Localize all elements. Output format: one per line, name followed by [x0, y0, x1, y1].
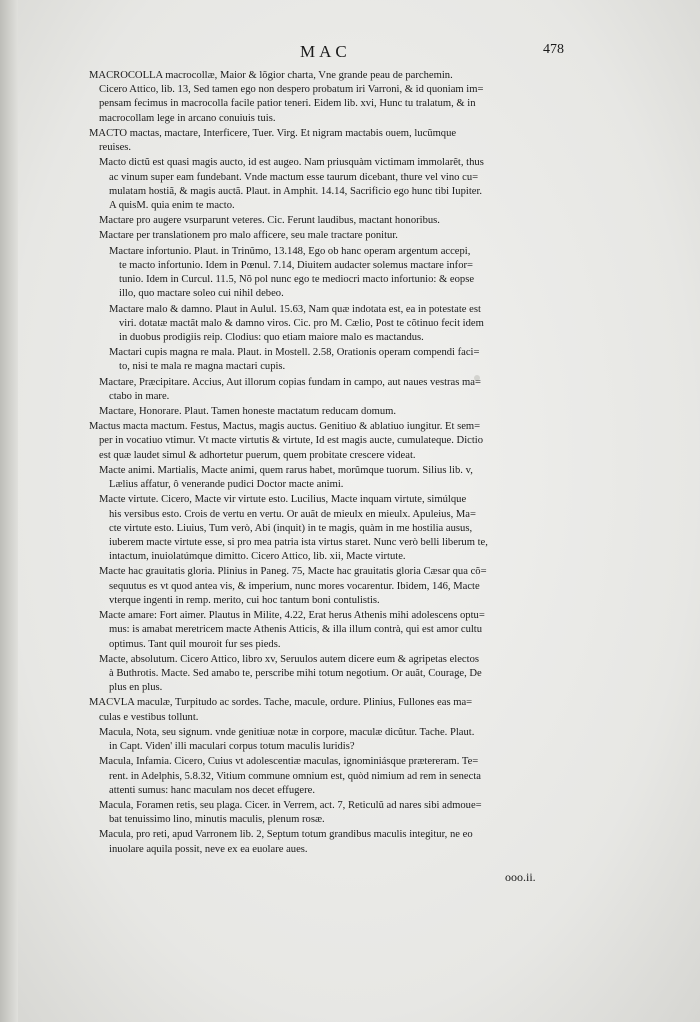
entry-line: pensam fecimus in macrocolla facile patior teneri. Eidem lib. xvi, Hunc tu tralatum, & in	[99, 98, 476, 110]
entry-line: Macte hac grauitatis gloria. Plinius in Paneg. 75, Macte hac grauitatis gloria Cæsar qua cõ=	[99, 566, 487, 578]
entry-line: macrocollam lege in arcano conuiuis tuis.	[99, 112, 276, 124]
dictionary-entry	[89, 726, 599, 754]
entry-line: Macula, Nota, seu signum. vnde genitiuæ notæ in corpore, maculæ dicũtur. Tache. Plaut.	[99, 726, 475, 738]
entry-line: intactum, inuiolatúmque dimitto. Cicero Attico, lib. xii, Macte virtute.	[109, 551, 406, 563]
dictionary-entry	[89, 696, 599, 724]
entry-line: Macula, pro reti, apud Varronem lib. 2, Septum totum grandibus maculis integitur, ne eo	[99, 829, 473, 841]
entry-line: ctabo in mare.	[109, 390, 170, 402]
entry-line: Lælius affatur, ô venerande pudici Doctor macte animi.	[109, 479, 344, 491]
entry-line: tunio. Idem in Curcul. 11.5, Nõ pol nunc ego te mediocri macto infortunio: & eopse	[119, 274, 475, 286]
entry-line: Macte, absolutum. Cicero Attico, libro xv, Seruulos autem dicere eum & agripetas electos	[99, 653, 479, 665]
dictionary-entry	[89, 653, 599, 696]
entry-line: in duobus prodigiis reip. Clodius: quo etiam maiore malo es mactandus.	[119, 331, 424, 343]
dictionary-entry	[89, 828, 599, 856]
entry-line: Macte animi. Martialis, Macte animi, quem rarus habet, morũmque tuorum. Silius lib. v,	[99, 464, 473, 476]
entry-line: mulatam hostiã, & magis auctã. Plaut. in Amphit. 14.14, Sacrificio ego hunc tibi Iupiter.	[109, 185, 483, 197]
entry-line: Mactus macta mactum. Festus, Mactus, magis auctus. Genitiuo & ablatiuo iungitur. Et sem=	[89, 421, 481, 433]
dictionary-entry	[89, 229, 599, 243]
signature-mark: ooo.ii.	[505, 870, 536, 884]
page-number: 478	[543, 42, 564, 57]
entry-line: te macto infortunio. Idem in Pœnul. 7.14, Diuitem audacter solemus mactare infor=	[119, 259, 474, 271]
entry-line: his versibus esto. Crois de vertu en vertu. Or auãt de mieulx en mieulx. Apuleius, Ma=	[109, 508, 476, 520]
entry-line: per in vocatiuo vtimur. Vt macte virtutis & virtute, Id est magis aucte, cumulateque. Dictio	[99, 435, 484, 447]
dictionary-entry	[89, 303, 599, 346]
entry-line: to, nisi te mala re magna mactari cupis.	[119, 361, 286, 373]
entry-line: cte virtute esto. Liuius, Tum verò, Abi (inquit) in te magis, quàm in me hostilia ausus,	[109, 522, 473, 534]
entry-line: Macula, Infamia. Cicero, Cuius vt adolescentiæ maculas, ignominiásque prætereram. Te=	[99, 756, 479, 768]
entry-line: à Buthrotis. Macte. Sed amabo te, perscribe mihi totum negotium. Or auãt, Courage, De	[109, 667, 482, 679]
entry-line: viri. dotatæ mactãt malo & damno viros. Cic. pro M. Cælio, Post te cõtinuo fecit idem	[119, 317, 484, 329]
entry-line: A quisM. quia enim te macto.	[109, 199, 235, 211]
dictionary-entry	[89, 799, 599, 827]
dictionary-entry	[89, 376, 599, 404]
dictionary-entry	[89, 464, 599, 492]
entry-line: Mactare per translationem pro malo afficere, seu male tractare ponitur.	[99, 230, 398, 242]
entry-line: Mactare malo & damno. Plaut in Aulul. 15.63, Nam quæ indotata est, ea in potestate est	[109, 303, 481, 315]
dictionary-entries	[89, 69, 599, 858]
entry-line: Macte virtute. Cicero, Macte vir virtute esto. Lucilius, Macte inquam virtute, simúlque	[99, 494, 467, 506]
entry-line: MACROCOLLA macrocollæ, Maior & lõgior charta, Vne grande peau de parchemin.	[89, 70, 453, 81]
entry-line: vterque ingenti in remp. merito, cui hoc tantum boni contulistis.	[109, 594, 380, 606]
entry-line: Macte amare: Fort aimer. Plautus in Milite, 4.22, Erat herus Athenis mihi adolescens optu=	[99, 610, 485, 622]
entry-line: sequutus es vt quod antea vis, & imperium, nunc mores vocarentur. Ibidem, 146, Macte	[109, 580, 480, 592]
dictionary-entry	[89, 127, 599, 155]
entry-line: attenti sumus: hanc maculam nos decet effugere.	[109, 784, 316, 796]
entry-line: illo, quo mactare soleo cui nihil debeo.	[119, 288, 284, 300]
entry-line: iuberem macte virtute esse, si pro mea patria ista virtus staret. Nunc verò belli liberum te,	[109, 537, 488, 548]
entry-line: plus en plus.	[109, 682, 163, 694]
dictionary-entry	[89, 245, 599, 302]
entry-line: Mactare infortunio. Plaut. in Trinũmo, 13.148, Ego ob hanc operam argentum accepi,	[109, 245, 471, 257]
dictionary-entry	[89, 565, 599, 608]
entry-line: ac vinum super eam fundebant. Vnde mactum esse taurum dicebant, thure vel vino cu=	[109, 171, 479, 183]
entry-line: Macula, Foramen retis, seu plaga. Cicer. in Verrem, act. 7, Reticulũ ad nares sibi admoue=	[99, 799, 482, 811]
entry-line: MACTO mactas, mactare, Interficere, Tuer. Virg. Et nigram mactabis ouem, lucũmque	[89, 127, 457, 139]
entry-line: Mactare, Honorare. Plaut. Tamen honeste mactatum reducam domum.	[99, 406, 397, 418]
dictionary-entry	[89, 420, 599, 463]
dictionary-entry	[89, 609, 599, 652]
entry-line: mus: is amabat meretricem macte Athenis Atticis, & illa illum contrà, qui est amor cultu	[109, 624, 483, 636]
entry-line: Mactari cupis magna re mala. Plaut. in Mostell. 2.58, Orationis operam compendi faci=	[109, 347, 480, 359]
entry-line: bat tenuissimo lino, minutis maculis, plenum rosæ.	[109, 814, 325, 826]
dictionary-entry	[89, 346, 599, 374]
entry-line: rent. in Adelphis, 5.8.32, Vitium commune omnium est, quòd nimium ad rem in senecta	[109, 770, 481, 782]
entry-line: optimus. Tant quil mouroit fur ses pieds.	[109, 638, 281, 650]
dictionary-entry	[89, 69, 599, 126]
entry-line: est quæ laudet simul & adhortetur puerum, quem probitate crescere videat.	[99, 449, 416, 461]
entry-line: MACVLA maculæ, Turpitudo ac sordes. Tache, macule, ordure. Plinius, Fullones eas ma=	[89, 697, 473, 709]
entry-line: Mactare, Præcipitare. Accius, Aut illorum copias fundam in campo, aut naues vestras ma=	[99, 376, 481, 388]
entry-line: Cicero Attico, lib. 13, Sed tamen ego non despero probatum iri Varroni, & id quoniam im=	[99, 84, 484, 96]
dictionary-entry	[89, 405, 599, 419]
entry-line: inuolare aquila possit, neve ex ea euolare aues.	[109, 843, 308, 855]
entry-line: culas e vestibus tollunt.	[99, 711, 199, 723]
entry-line: in Capt. Viden' illi maculari corpus totum maculis luridis?	[109, 741, 355, 753]
dictionary-entry	[89, 214, 599, 228]
entry-line: Mactare pro augere vsurparunt veteres. Cic. Ferunt laudibus, mactant honoribus.	[99, 215, 440, 227]
dictionary-entry	[89, 156, 599, 213]
dictionary-entry	[89, 493, 599, 564]
page-edge-shadow	[0, 0, 18, 1022]
entry-line: Macto dictũ est quasi magis aucto, id est augeo. Nam priusquàm victimam immolarẽt, thus	[99, 157, 484, 169]
dictionary-entry	[89, 755, 599, 798]
page-header	[0, 42, 700, 66]
entry-line: reuises.	[99, 142, 132, 154]
running-head: MAC	[300, 42, 351, 61]
